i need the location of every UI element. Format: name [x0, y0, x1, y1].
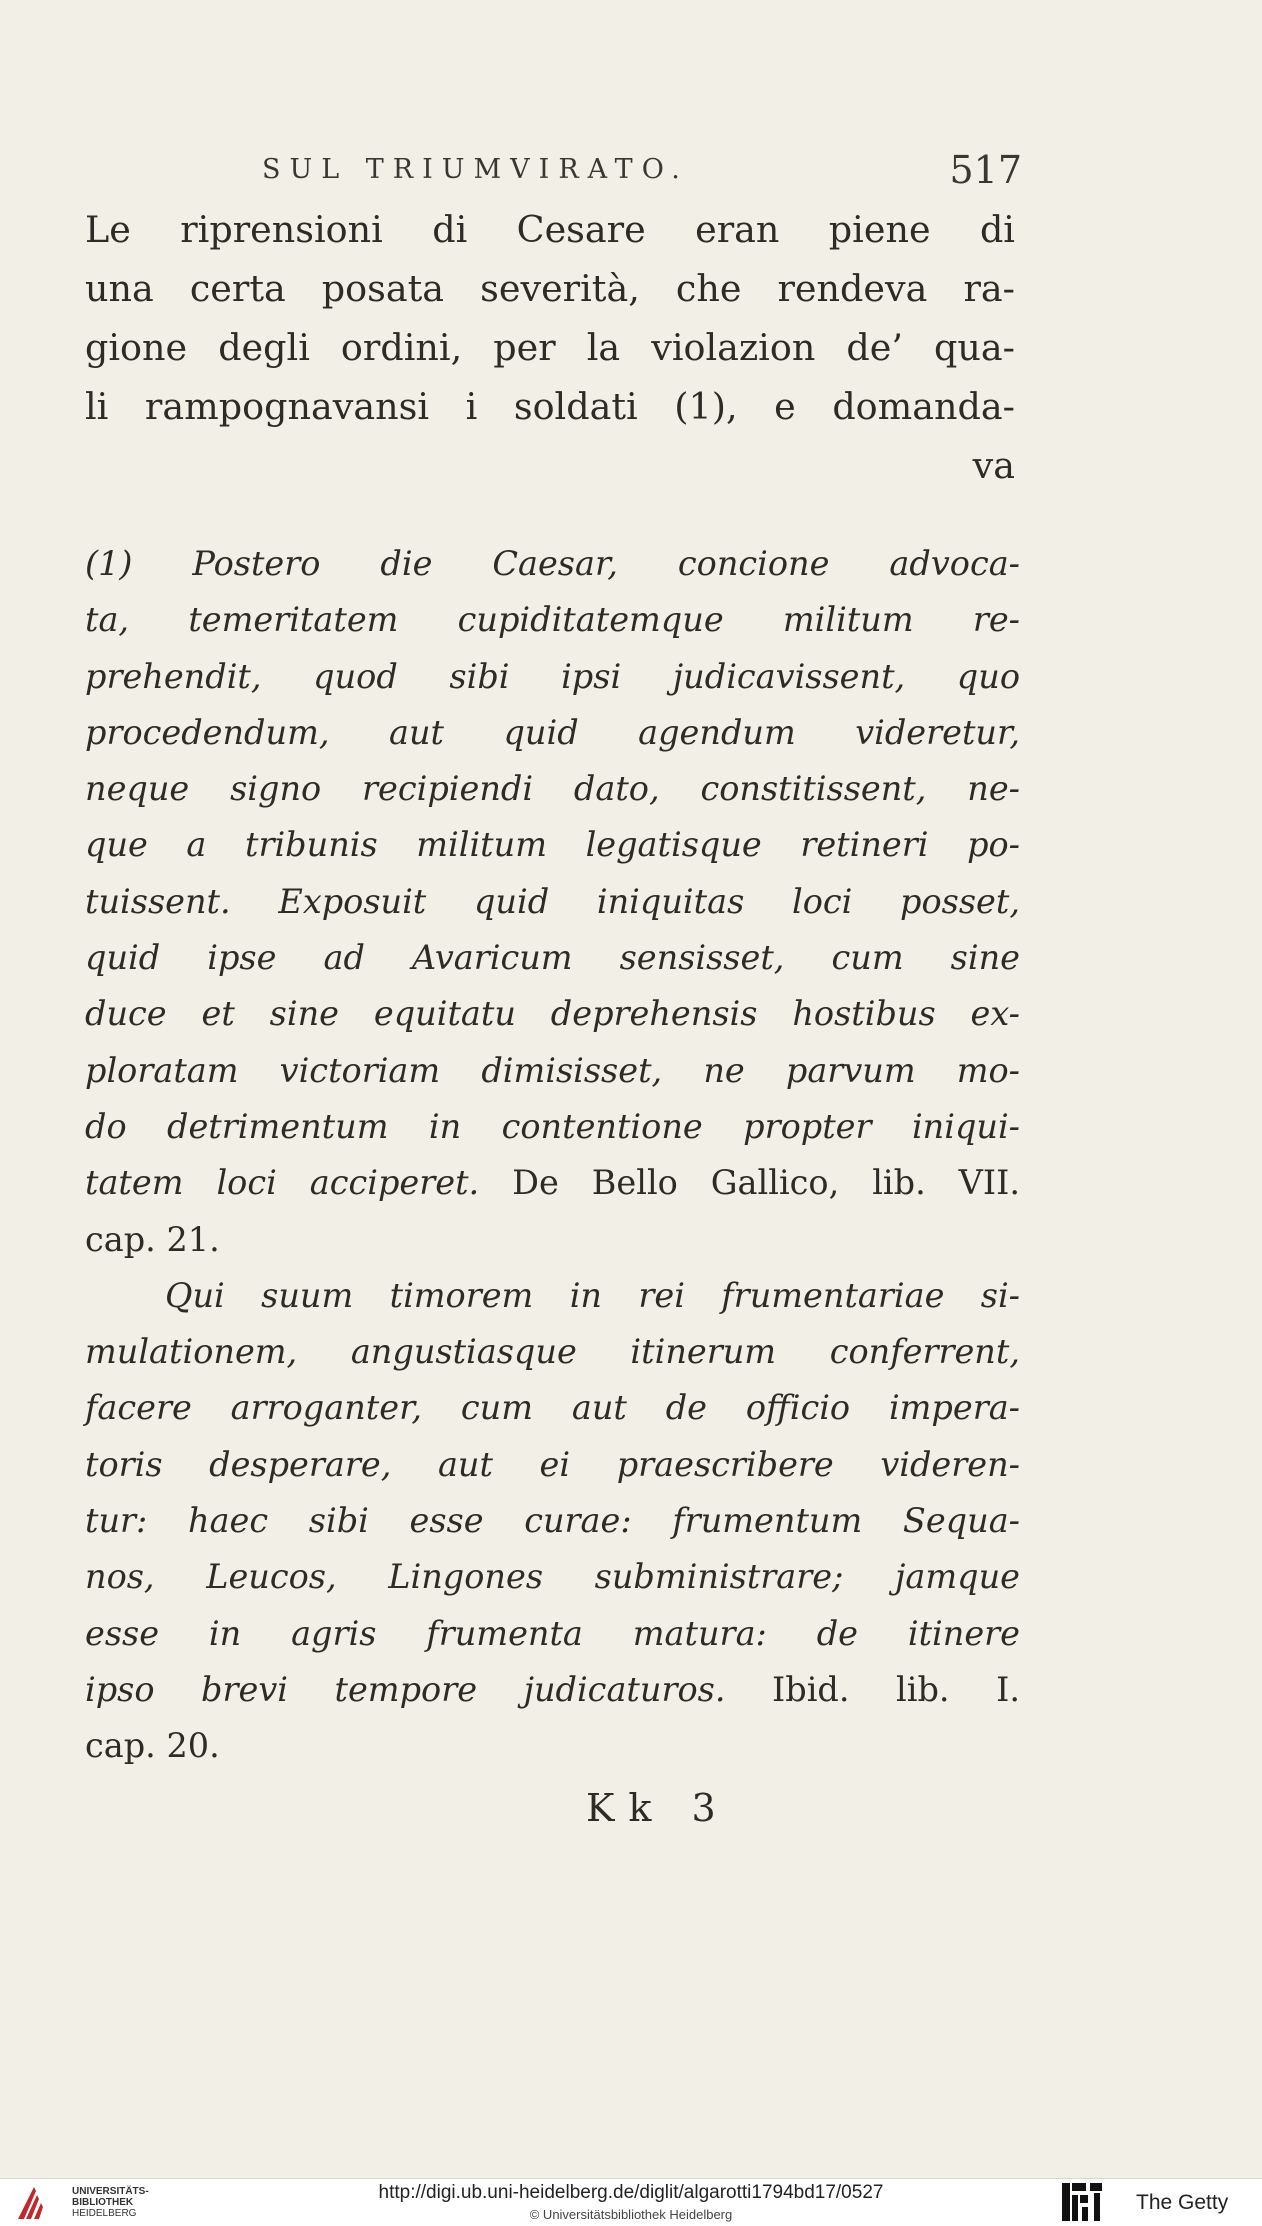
footnote-citation: De Bello Gallico, lib. VII. [479, 1163, 1020, 1203]
footnote-para2-chapter: cap. 20. [85, 1726, 220, 1766]
footnote [85, 536, 1020, 1775]
footnote-line: (1) Postero die Caesar, concione advoca- [85, 544, 1020, 583]
main-text-line: li rampognavansi i soldati (1), e domanda- [85, 385, 1015, 428]
footnote-para2-line: nos, Leucos, Lingones subministrare; jamque [85, 1557, 1020, 1597]
footnote-para2-citation-line [85, 1662, 1020, 1718]
footnote-line: quid ipse ad Avaricum sensisset, cum sine [85, 938, 1020, 978]
footnote-line: procedendum, aut quid agendum videretur, [85, 712, 1020, 752]
footnote-para2-line: toris desperare, aut ei praescribere videren- [85, 1444, 1020, 1484]
main-text [85, 200, 1015, 495]
footnote-line: ta, temeritatem cupiditatemque militum re- [85, 600, 1020, 640]
footnote-para2-citation: Ibid. lib. I. [725, 1669, 1020, 1709]
main-text-line: una certa posata severità, che rendeva ra- [85, 267, 1015, 310]
footnote-para2-line: facere arroganter, cum aut de officio impera- [85, 1388, 1020, 1428]
footnote-para2-line: Qui suum timorem in rei frumentariae si- [165, 1275, 1020, 1315]
footnote-line: ploratam victoriam dimisisset, ne parvum mo- [85, 1050, 1020, 1090]
footnote-quote-end: tatem loci acciperet. [85, 1163, 480, 1203]
viewer-footer [0, 2178, 1262, 2226]
footnote-line: do detrimentum in contentione propter iniqui- [85, 1106, 1020, 1146]
footnote-line: neque signo recipiendi dato, constitissent, ne- [85, 769, 1020, 809]
institution-line: BIBLIOTHEK [72, 2197, 134, 2208]
footnote-para2-quote-end: ipso brevi tempore judicaturos. [85, 1669, 726, 1709]
footnote-para2-line: mulationem, angustiasque itinerum conferrent, [85, 1332, 1020, 1372]
partner-name: The Getty [1136, 2191, 1229, 2214]
signature-mark: Kk 3 [586, 1786, 730, 1830]
institution-line: UNIVERSITÄTS- [72, 2186, 149, 2197]
footnote-line: tuissent. Exposuit quid iniquitas loci posset, [85, 881, 1020, 921]
copyright-notice: © Universitätsbibliothek Heidelberg [529, 2207, 733, 2222]
getty-logo-icon[interactable] [1060, 2181, 1104, 2223]
footnote-line: prehendit, quod sibi ipsi judicavissent, quo [85, 656, 1020, 696]
running-head [262, 148, 1022, 198]
page-number: 517 [949, 148, 1022, 192]
footnote-line: duce et sine equitatu deprehensis hostibus ex- [85, 994, 1020, 1034]
footnote-para2-line: esse in agris frumenta matura: de itinere [85, 1613, 1020, 1653]
footnote-line-citation [85, 1155, 1020, 1211]
footnote-chapter: cap. 21. [85, 1219, 220, 1259]
permalink-url[interactable]: http://digi.ub.uni-heidelberg.de/diglit/algarotti1794bd17/0527 [378, 2182, 884, 2203]
main-text-line: gione degli ordini, per la violazion de’ qua- [85, 326, 1015, 369]
institution-line: HEIDELBERG [72, 2208, 137, 2219]
running-head-title: SUL TRIUMVIRATO. [262, 154, 689, 185]
main-text-line: Le riprensioni di Cesare eran piene di [85, 208, 1015, 251]
footnote-para2-line: tur: haec sibi esse curae: frumentum Sequa- [85, 1501, 1020, 1541]
catchword: va [972, 444, 1015, 487]
footnote-line: que a tribunis militum legatisque retineri po- [85, 825, 1020, 865]
